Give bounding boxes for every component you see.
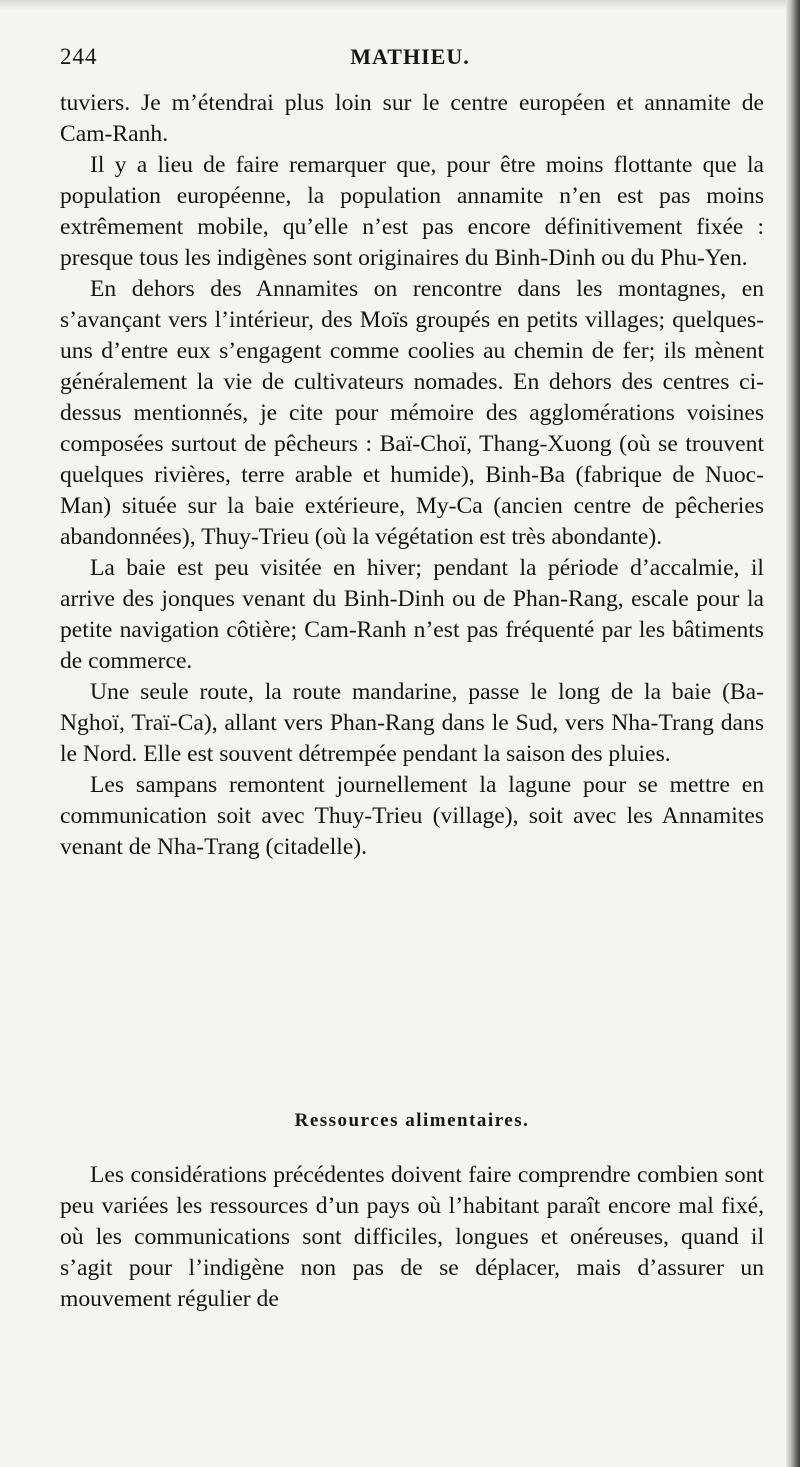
- scan-right-edge: [786, 0, 800, 1467]
- paragraph-5: Une seule route, la route mandarine, passe le long de la baie (Ba-Nghoï, Traï-Ca), allant vers Phan-Rang dans le Sud, vers Nha-Trang dans le Nord. Elle est souvent détrempée pendant la saison des pluies.: [60, 679, 764, 767]
- body-text: [60, 88, 764, 863]
- running-head: MATHIEU.: [350, 44, 470, 69]
- section-title: Ressources alimentaires.: [294, 1110, 530, 1131]
- paragraph-6: Les sampans remontent journellement la lagune pour se mettre en communication soit avec Thuy-Trieu (village), soit avec les Annamites venant de Nha-Trang (citadelle).: [60, 772, 764, 860]
- page-header: [60, 44, 760, 84]
- page-number: 244: [60, 44, 98, 69]
- paragraph-3: En dehors des Annamites on rencontre dans les montagnes, en s’avançant vers l’intérieur, des Moïs groupés en petits villages; quelques-uns d’entre eux s’engagent comme coolies au chemin de fer; ils mènent généralement la vie de cultivateurs nomades. En dehors des centres ci-dessus mentionnés, je cite pour mémoire des agglomérations voisines composées surtout de pêcheurs : Baï-Choï, Thang-Xuong (où se trouvent quelques rivières, terre arable et humide), Binh-Ba (fabrique de Nuoc-Man) située sur la baie extérieure, My-Ca (ancien centre de pêcheries abandonnées), Thuy-Trieu (où la végétation est très abondante).: [60, 276, 764, 550]
- section-paragraph-1: Les considérations précédentes doivent faire comprendre combien sont peu variées les ressources d’un pays où l’habitant paraît encore mal fixé, où les communications sont difficiles, longues et onéreuses, quand il s’agit pour l’indigène non pas de se déplacer, mais d’assurer un mouvement régulier de: [60, 1162, 764, 1312]
- paragraph-1: tuviers. Je m’étendrai plus loin sur le centre européen et annamite de Cam-Ranh.: [60, 90, 764, 147]
- paragraph-2: Il y a lieu de faire remarquer que, pour être moins flottante que la population européenne, la population annamite n’en est pas moins extrêmement mobile, qu’elle n’est pas encore définitivement fixée : presque tous les indigènes sont originaires du Binh-Dinh ou du Phu-Yen.: [60, 152, 764, 271]
- section-body-text: [60, 1160, 764, 1315]
- paragraph-4: La baie est peu visitée en hiver; pendant la période d’accalmie, il arrive des jonques venant du Binh-Dinh ou de Phan-Rang, escale pour la petite navigation côtière; Cam-Ranh n’est pas fréquenté par les bâtiments de commerce.: [60, 555, 764, 674]
- scan-top-edge: [0, 0, 800, 10]
